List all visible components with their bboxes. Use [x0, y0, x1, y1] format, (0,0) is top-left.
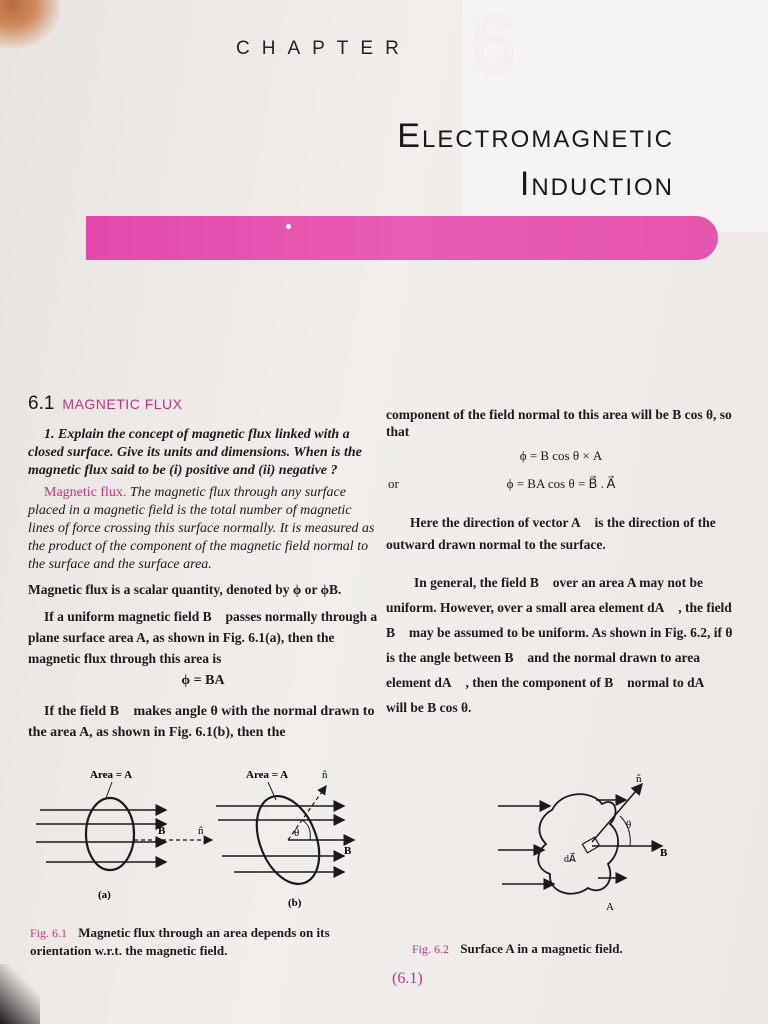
fig61b-area-label: Area = A [246, 769, 289, 781]
fig62-theta-label: θ [626, 819, 632, 831]
title-color-band [86, 216, 718, 260]
section-number: 6.1 [28, 393, 55, 414]
chapter-title-line2: Induction [519, 165, 674, 203]
chapter-title [397, 112, 674, 208]
component-paragraph: component of the field normal to this area will be B cos θ, so that [386, 407, 732, 439]
fig61b-b-label: B⃗ [344, 845, 360, 857]
equation-phi-ba: ϕ = BA [181, 673, 225, 688]
general-paragraph: In general, the field B⃗ over an area A may not be uniform. However, over a small area element dA⃗ , the field B⃗ may be assumed to be uniform. As shown in Fig. 6.2, if θ is the angle between B⃗ and the normal drawn to area element dA⃗ , then the component of B⃗ normal to dA⃗ will be B cos θ. [386, 575, 733, 715]
fig61b-angle-arc [302, 820, 310, 840]
figure-6-2 [492, 770, 712, 918]
equation-phi-bcos: ϕ = B cos θ × A [519, 448, 603, 463]
equation-row [386, 474, 736, 496]
fig61-caption-text: Magnetic flux through an area depends on its orientation w.r.t. the magnetic field. [30, 925, 330, 958]
fig61b-theta-label: θ [294, 827, 300, 839]
fig62-caption-text: Surface A in a magnetic field. [460, 941, 623, 956]
fig61a-area-leader [106, 782, 112, 798]
fig61a-sublabel: (a) [98, 889, 111, 901]
figure-6-1 [26, 764, 386, 914]
page-number: (6.1) [392, 970, 423, 987]
fig61a-area-label: Area = A [90, 769, 133, 781]
fig62-a-label: A [606, 901, 614, 913]
band-dot [286, 224, 291, 229]
fig62-b-label: B⃗ [660, 847, 676, 859]
fig62-n-label: n̂ [636, 773, 642, 785]
page-edge-shadow [0, 964, 40, 1024]
fig61a-n-label: n̂ [198, 825, 204, 837]
finger-shadow [0, 0, 60, 48]
right-column [386, 406, 736, 720]
fig62-area-element [582, 837, 599, 853]
equation-dot-product: ϕ = BA cos θ = B⃗ . A⃗ [506, 476, 616, 491]
definition-paragraph [28, 484, 378, 574]
chapter-label: CHAPTER [236, 38, 411, 59]
fig62-surface [538, 794, 618, 894]
definition-text: The magnetic flux through any surface placed in a magnetic field is the total number of magnetic lines of force crossing this surface normally. It is measured as the product of the component of the magnetic field normal to the surface and the surface area. [28, 485, 375, 572]
direction-paragraph: Here the direction of vector A⃗ is the direction of the outward drawn normal to the surface. [386, 515, 716, 552]
chapter-number: 6 [470, 0, 517, 91]
chapter-title-line1: Electromagnetic [397, 117, 674, 155]
left-column [28, 426, 378, 743]
fig62-da-label: dA⃗ [564, 854, 576, 865]
fig61b-sublabel: (b) [288, 897, 302, 909]
figure-6-2-caption [412, 940, 742, 958]
fig61-caption-number: Fig. 6.1 [30, 926, 68, 940]
section-heading [28, 393, 183, 415]
figure-6-1-caption [30, 924, 370, 960]
fig61a-b-label: B⃗ [158, 825, 174, 837]
scalar-paragraph: Magnetic flux is a scalar quantity, denoted by ϕ or ϕB. [28, 582, 342, 597]
definition-lead: Magnetic flux. [44, 485, 127, 500]
angle-paragraph: If the field B⃗ makes angle θ with the normal drawn to the area A, as shown in Fig. 6.1(b), then the [28, 704, 375, 740]
or-label: or [388, 476, 399, 491]
section-title: MAGNETIC FLUX [62, 396, 183, 412]
fig61b-n-label: n̂ [322, 769, 328, 781]
question-text: 1. Explain the concept of magnetic flux linked with a closed surface. Give its units and dimensions. When is the magnetic flux said to be (i) positive and (ii) negative ? [28, 427, 362, 478]
uniform-paragraph: If a uniform magnetic field B⃗ passes normally through a plane surface area A, as shown in Fig. 6.1(a), then the magnetic flux through this area is [28, 609, 378, 666]
fig62-caption-number: Fig. 6.2 [412, 942, 450, 956]
fig61a-area-loop [86, 798, 134, 870]
